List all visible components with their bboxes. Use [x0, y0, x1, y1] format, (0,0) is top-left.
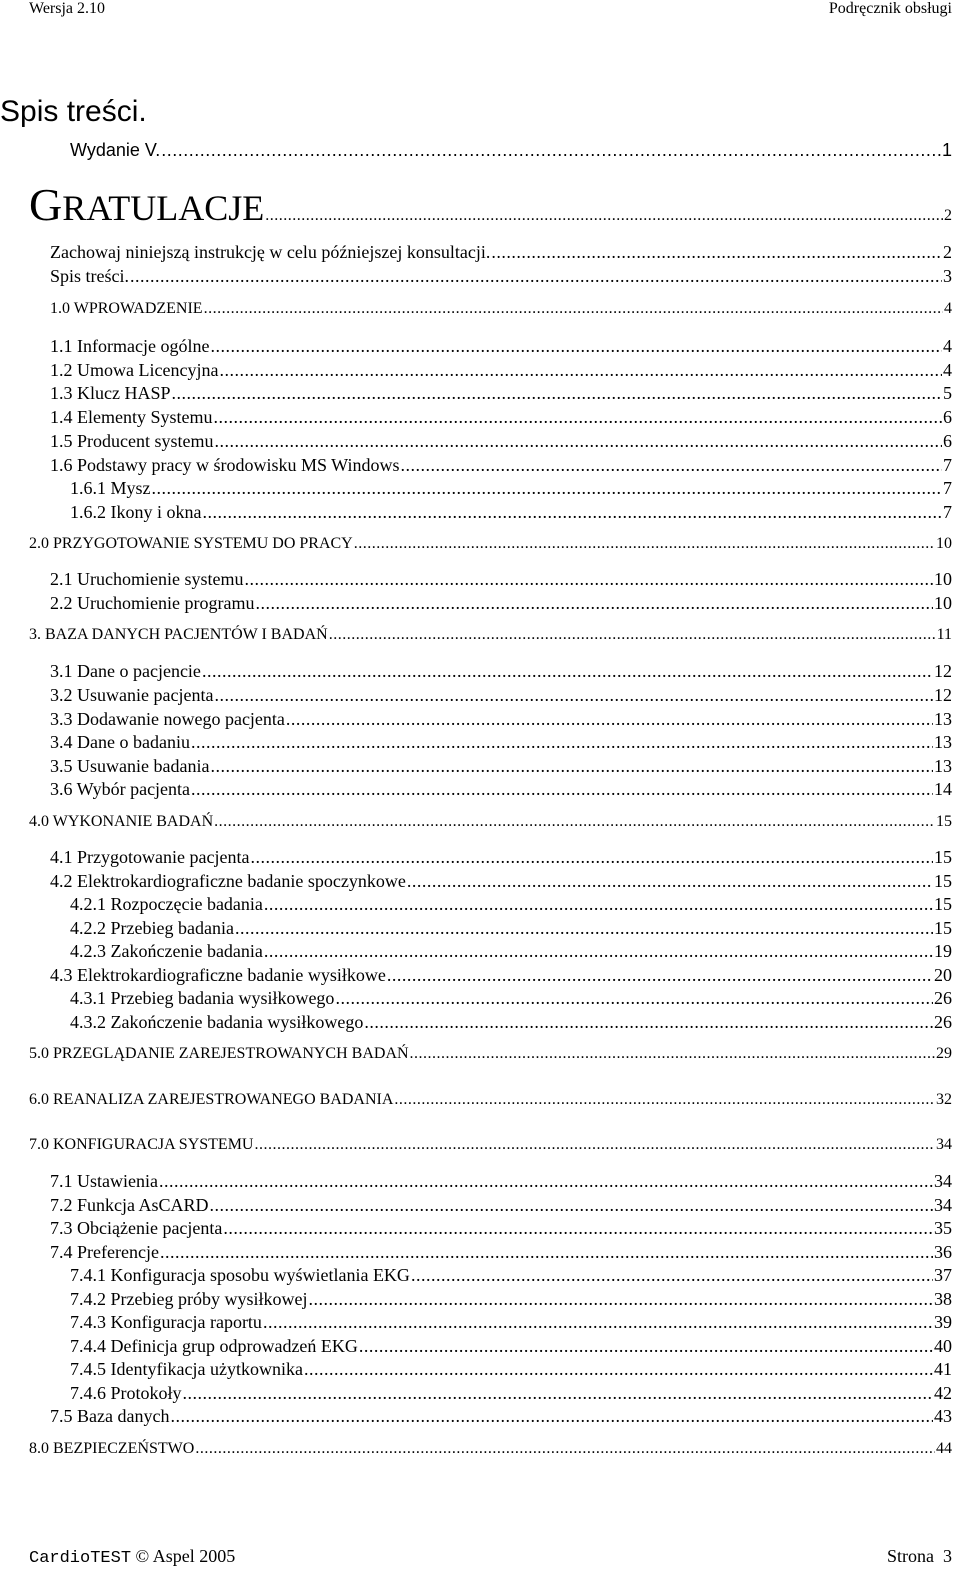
toc-leader-dots	[264, 894, 933, 915]
toc-leader-dots	[387, 965, 933, 986]
toc-leader-dots	[210, 1195, 933, 1216]
toc-leader-dots	[213, 407, 942, 428]
toc-entry-page: 7	[943, 478, 952, 498]
toc-entry-label: 7.0 KONFIGURACJA SYSTEMU	[29, 1136, 254, 1153]
toc-entry-label: 3.3 Dodawanie nowego pacjenta	[50, 709, 285, 729]
toc-entry-page: 5	[943, 383, 952, 403]
toc-entry-label: 2.0 PRZYGOTOWANIE SYSTEMU DO PRACY	[29, 535, 353, 552]
toc-leader-dots	[410, 1045, 935, 1063]
toc-leader-dots	[394, 1091, 935, 1109]
toc-leader-dots	[191, 732, 933, 753]
toc-leader-dots	[214, 813, 935, 831]
toc-entry-page: 26	[934, 988, 952, 1008]
toc-entry[interactable]	[50, 965, 952, 986]
toc-entry-label: 2.1 Uruchomienie systemu	[50, 569, 244, 589]
toc-entry-page: 15	[934, 847, 952, 867]
toc-entry[interactable]	[70, 918, 952, 939]
toc-entry-label: 3.2 Usuwanie pacjenta	[50, 685, 214, 705]
toc-entry[interactable]	[50, 685, 952, 706]
footer-product	[29, 1546, 235, 1568]
toc-entry[interactable]	[70, 1312, 952, 1333]
toc-entry-page: 42	[934, 1383, 952, 1403]
toc-entry-page: 4	[943, 336, 952, 356]
toc-entry-page: 32	[936, 1091, 952, 1108]
footer-copyright: © Aspel 2005	[135, 1546, 236, 1566]
toc-entry[interactable]	[29, 1136, 952, 1154]
toc-leader-dots	[255, 593, 933, 614]
toc-leader-dots	[219, 360, 942, 381]
toc-entry[interactable]	[50, 871, 952, 892]
toc-entry[interactable]	[70, 941, 952, 962]
header-manual-title: Podręcznik obsługi	[828, 0, 952, 17]
toc-entry-label: 4.2.3 Zakończenie badania	[70, 941, 263, 961]
toc-entry-page: 20	[934, 965, 952, 985]
toc-leader-dots	[210, 336, 942, 357]
toc-entry-page: 36	[934, 1242, 952, 1262]
toc-entry-label: 3.4 Dane o badaniu	[50, 732, 190, 752]
toc-entry-page: 37	[934, 1265, 952, 1285]
toc-leader-dots	[235, 918, 933, 939]
toc-entry-label: 7.5 Baza danych	[50, 1406, 170, 1426]
toc-entry-page: 4	[944, 300, 952, 317]
toc-leader-dots	[223, 1218, 933, 1239]
toc-entry-label: 7.3 Obciążenie pacjenta	[50, 1218, 223, 1238]
toc-entry[interactable]	[50, 455, 952, 476]
toc-entry[interactable]	[70, 1289, 952, 1310]
toc-entry-label: 1.5 Producent systemu	[50, 431, 214, 451]
toc-entry-page: 26	[934, 1012, 952, 1032]
toc-entry[interactable]	[70, 502, 952, 523]
toc-entry-label: 4.1 Przygotowanie pacjenta	[50, 847, 250, 867]
toc-entry[interactable]	[50, 779, 952, 800]
toc-entry[interactable]	[50, 242, 952, 263]
toc-entry-label: 7.1 Ustawienia	[50, 1171, 158, 1191]
toc-entry[interactable]	[29, 1045, 952, 1063]
toc-entry-congratulations[interactable]	[29, 178, 952, 231]
toc-entry-label: 4.2.1 Rozpoczęcie badania	[70, 894, 263, 914]
page-title: Spis treści.	[0, 95, 147, 128]
toc-entry-page: 15	[934, 894, 952, 914]
toc-entry-label: 1.6 Podstawy pracy w środowisku MS Windows	[50, 455, 400, 475]
toc-entry[interactable]	[29, 1091, 952, 1109]
toc-leader-dots	[491, 242, 942, 263]
toc-entry-label: 3.5 Usuwanie badania	[50, 756, 210, 776]
toc-entry-label: 4.2 Elektrokardiograficzne badanie spoczynkowe	[50, 871, 406, 891]
toc-entry-label: 4.3.1 Przebieg badania wysiłkowego	[70, 988, 335, 1008]
toc-entry[interactable]	[70, 1359, 952, 1380]
toc-entry[interactable]	[29, 626, 952, 644]
toc-entry[interactable]	[50, 360, 952, 381]
toc-entry[interactable]	[50, 300, 952, 318]
toc-entry-page: 1	[941, 140, 952, 160]
toc-leader-dots	[335, 988, 933, 1009]
toc-entry[interactable]	[50, 266, 952, 287]
toc-leader-dots	[210, 756, 933, 777]
toc-entry[interactable]	[50, 756, 952, 777]
toc-leader-dots	[400, 455, 942, 476]
toc-entry-label: 6.0 REANALIZA ZAREJESTROWANEGO BADANIA	[29, 1091, 394, 1108]
toc-entry-label: 1.3 Klucz HASP	[50, 383, 171, 403]
toc-entry-page: 15	[934, 871, 952, 891]
toc-entry-label: 7.4.2 Przebieg próby wysiłkowej	[70, 1289, 308, 1309]
toc-entry-page: 11	[936, 626, 952, 643]
toc-entry-label: 7.4.1 Konfiguracja sposobu wyświetlania EKG	[70, 1265, 410, 1285]
toc-entry-label: 1.6.1 Mysz	[70, 478, 151, 498]
toc-leader-dots	[195, 1440, 935, 1458]
toc-entry-page: 34	[934, 1171, 952, 1191]
toc-leader-dots	[407, 871, 933, 892]
footer-page	[887, 1546, 952, 1567]
toc-entry-label: 4.2.2 Przebieg badania	[70, 918, 234, 938]
toc-entry-page: 38	[934, 1289, 952, 1309]
toc-leader-dots	[202, 661, 933, 682]
toc-entry-page: 15	[934, 918, 952, 938]
toc-entry-page: 35	[934, 1218, 952, 1238]
toc-entry-page: 12	[934, 661, 952, 681]
toc-entry[interactable]	[50, 407, 952, 428]
toc-entry-page: 7	[943, 455, 952, 475]
toc-entry-label: GRATULACJE	[29, 179, 265, 230]
toc-entry-label: 3.6 Wybór pacjenta	[50, 779, 191, 799]
toc-entry-page: 13	[934, 709, 952, 729]
toc-entry-page: 10	[934, 569, 952, 589]
toc-entry-page: 43	[934, 1406, 952, 1426]
toc-entry[interactable]	[50, 847, 952, 868]
toc-entry-label: 1.1 Informacje ogólne	[50, 336, 210, 356]
toc-leader-dots	[159, 1171, 933, 1192]
toc-entry[interactable]	[50, 336, 952, 357]
toc-entry-page: 39	[934, 1312, 952, 1332]
toc-leader-dots	[204, 300, 943, 318]
toc-entry[interactable]	[50, 1242, 952, 1263]
toc-entry[interactable]	[50, 1171, 952, 1192]
toc-entry-page: 40	[934, 1336, 952, 1356]
toc-leader-dots	[359, 1336, 933, 1357]
toc-entry-page: 13	[934, 756, 952, 776]
toc-entry-label: 7.4.6 Protokoły	[70, 1383, 182, 1403]
toc-entry-label: Spis treści.	[50, 266, 129, 286]
toc-entry-page: 15	[936, 813, 952, 830]
toc-entry-label: 1.0 WPROWADZENIE	[50, 300, 203, 317]
toc-entry-page: 4	[943, 360, 952, 380]
toc-leader-dots	[244, 569, 933, 590]
toc-leader-dots	[329, 626, 936, 644]
toc-leader-dots	[130, 266, 942, 287]
footer-page-number: 3	[943, 1546, 952, 1566]
toc-leader-dots	[202, 502, 942, 523]
toc-entry[interactable]	[29, 535, 952, 553]
toc-entry-label: 3.1 Dane o pacjencie	[50, 661, 201, 681]
toc-entry[interactable]	[70, 478, 952, 499]
toc-entry[interactable]	[50, 1218, 952, 1239]
toc-leader-dots	[254, 1136, 935, 1154]
toc-entry-label: 7.2 Funkcja AsCARD	[50, 1195, 209, 1215]
toc-leader-dots	[161, 140, 941, 161]
toc-entry-page: 6	[943, 407, 952, 427]
toc-entry-label: 7.4.3 Konfiguracja raportu	[70, 1312, 262, 1332]
toc-entry[interactable]	[70, 1012, 952, 1033]
toc-entry[interactable]	[50, 431, 952, 452]
toc-leader-dots	[308, 1289, 933, 1310]
toc-leader-dots	[364, 1012, 933, 1033]
toc-entry-page: 13	[934, 732, 952, 752]
toc-leader-dots	[215, 431, 943, 452]
toc-leader-dots	[304, 1359, 933, 1380]
toc-entry[interactable]	[70, 988, 952, 1009]
toc-entry-page: 7	[943, 502, 952, 522]
toc-entry[interactable]	[70, 1336, 952, 1357]
toc-leader-dots	[265, 207, 943, 225]
toc-entry-page: 2	[943, 242, 952, 262]
toc-entry[interactable]	[29, 1440, 952, 1458]
toc-entry[interactable]	[50, 709, 952, 730]
toc-entry-page: 6	[943, 431, 952, 451]
toc-entry-label: Zachowaj niniejszą instrukcję w celu późniejszej konsultacji.	[50, 242, 491, 262]
toc-entry[interactable]	[50, 569, 952, 590]
toc-entry[interactable]	[50, 732, 952, 753]
toc-leader-dots	[170, 1406, 933, 1427]
toc-entry[interactable]	[70, 1383, 952, 1404]
toc-leader-dots	[172, 383, 943, 404]
toc-leader-dots	[411, 1265, 933, 1286]
toc-entry-label: 4.3.2 Zakończenie badania wysiłkowego	[70, 1012, 364, 1032]
toc-entry-label: 7.4.4 Definicja grup odprowadzeń EKG	[70, 1336, 358, 1356]
toc-entry-page: 29	[936, 1045, 952, 1062]
toc-entry-label: 8.0 BEZPIECZEŃSTWO	[29, 1440, 195, 1457]
toc-leader-dots	[264, 941, 933, 962]
toc-entry-label: 1.4 Elementy Systemu	[50, 407, 213, 427]
toc-entry-edition[interactable]	[70, 140, 952, 161]
footer-page-label: Strona	[887, 1546, 934, 1566]
toc-entry-label: 1.2 Umowa Licencyjna	[50, 360, 219, 380]
footer-product-name: CardioTEST	[29, 1549, 132, 1568]
toc-entry-label: 4.0 WYKONANIE BADAŃ	[29, 813, 214, 830]
toc-entry-label: 2.2 Uruchomienie programu	[50, 593, 255, 613]
toc-leader-dots	[263, 1312, 933, 1333]
toc-leader-dots	[286, 709, 933, 730]
toc-entry[interactable]	[50, 383, 952, 404]
toc-entry-label: 5.0 PRZEGLĄDANIE ZAREJESTROWANYCH BADAŃ	[29, 1045, 409, 1062]
header-version: Wersja 2.10	[29, 0, 106, 17]
toc-leader-dots	[250, 847, 933, 868]
toc-entry-page: 2	[944, 207, 952, 224]
toc-entry[interactable]	[70, 1265, 952, 1286]
toc-entry-label: Wydanie V.	[70, 140, 161, 160]
toc-entry-page: 19	[934, 941, 952, 961]
toc-entry[interactable]	[50, 1406, 952, 1427]
toc-entry-page: 10	[936, 535, 952, 552]
toc-leader-dots	[183, 1383, 933, 1404]
toc-entry[interactable]	[70, 894, 952, 915]
toc-entry-label: 7.4 Preferencje	[50, 1242, 159, 1262]
toc-entry-page: 14	[934, 779, 952, 799]
toc-entry-label: 1.6.2 Ikony i okna	[70, 502, 202, 522]
toc-leader-dots	[354, 535, 935, 553]
toc-entry-label: 3. BAZA DANYCH PACJENTÓW I BADAŃ	[29, 626, 328, 643]
toc-entry[interactable]	[50, 1195, 952, 1216]
toc-entry[interactable]	[29, 813, 952, 831]
toc-entry[interactable]	[50, 593, 952, 614]
toc-leader-dots	[160, 1242, 933, 1263]
toc-entry-page: 34	[934, 1195, 952, 1215]
toc-entry-label: 4.3 Elektrokardiograficzne badanie wysiłkowe	[50, 965, 386, 985]
toc-entry-page: 12	[934, 685, 952, 705]
toc-leader-dots	[214, 685, 933, 706]
toc-entry-page: 44	[936, 1440, 952, 1457]
toc-entry-page: 10	[934, 593, 952, 613]
toc-entry-page: 3	[943, 266, 952, 286]
toc-leader-dots	[152, 478, 943, 499]
toc-entry[interactable]	[50, 661, 952, 682]
toc-leader-dots	[191, 779, 933, 800]
toc-entry-page: 34	[936, 1136, 952, 1153]
toc-entry-page: 41	[934, 1359, 952, 1379]
toc-entry-label: 7.4.5 Identyfikacja użytkownika	[70, 1359, 303, 1379]
